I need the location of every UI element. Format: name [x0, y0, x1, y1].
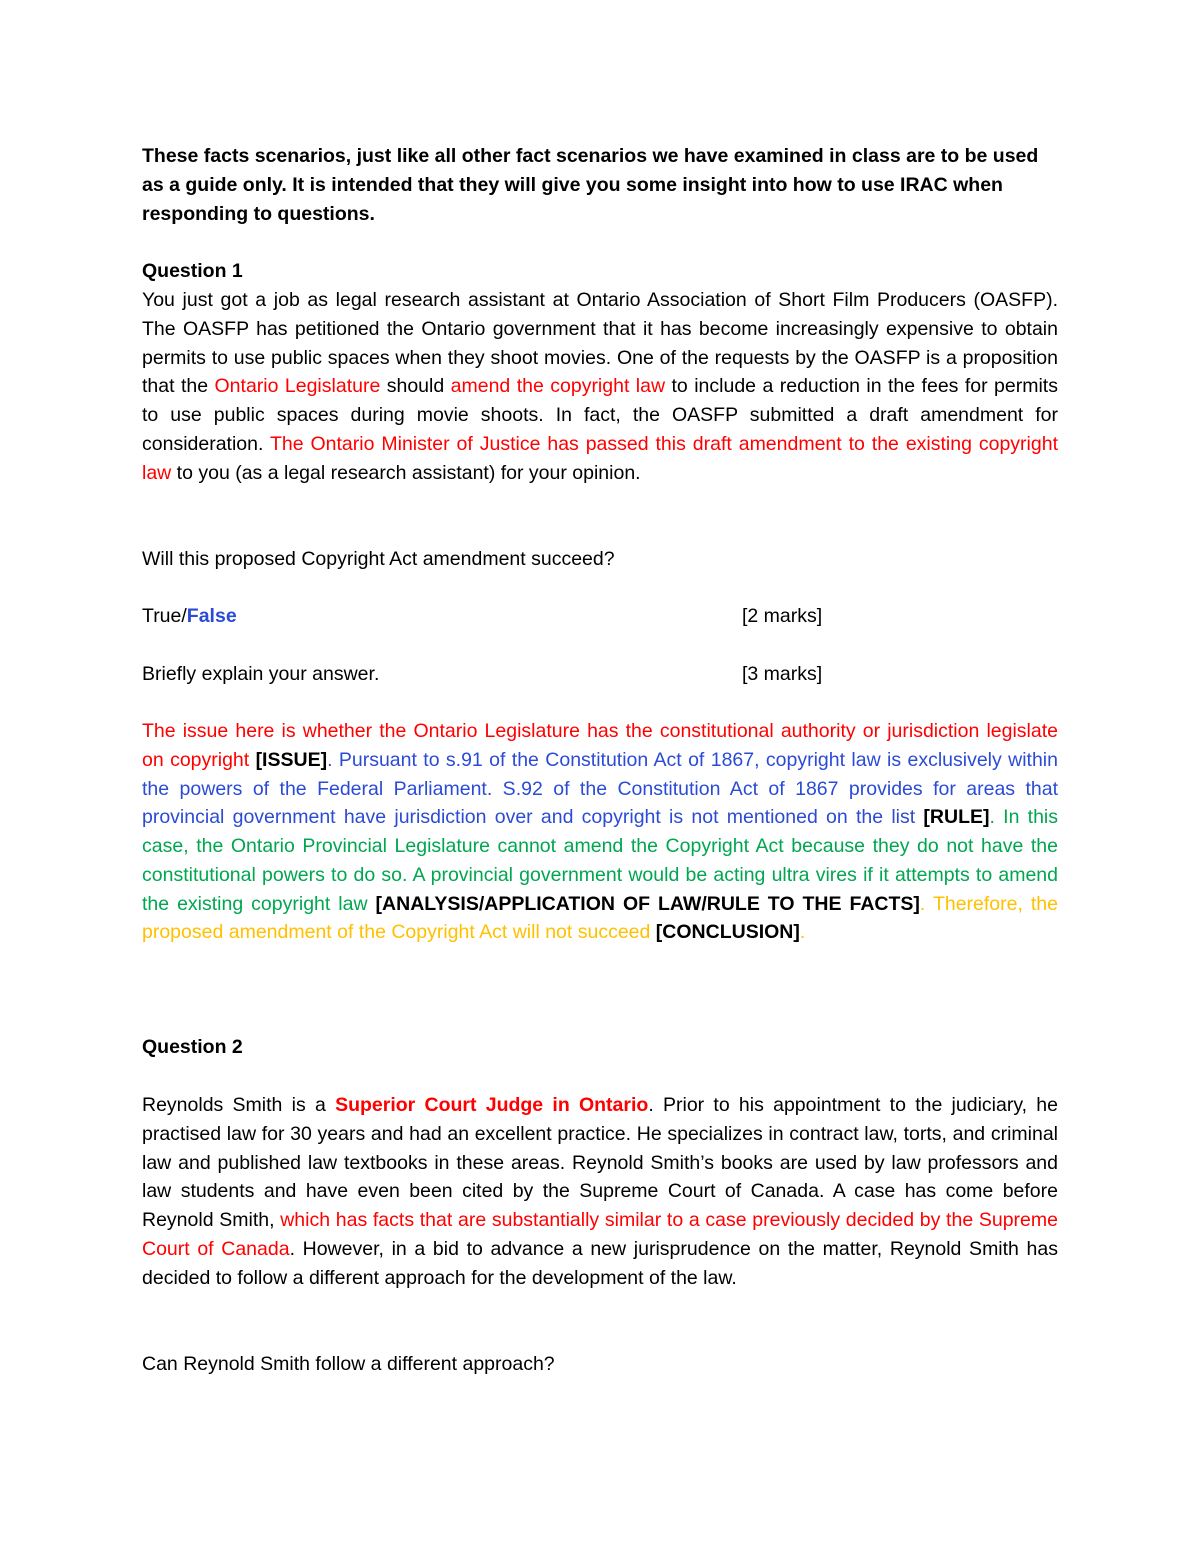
irac-conclusion: . Therefore, the proposed amendment of the Copyright Act will not succeed: [142, 892, 1058, 944]
issue-tag: [ISSUE]: [255, 748, 328, 771]
q1-highlight-legislature: Ontario Legislature: [214, 375, 381, 398]
q1-text-3: to include a reduction in the fees for permits to use public spaces during movie shoots. In fact, the OASFP submitted a draft amendment for consideration.: [142, 375, 1058, 455]
q1-highlight-minister: The Ontario Minister of Justice has passed this draft amendment to the existing copyright law: [142, 432, 1058, 484]
question-1-body: [142, 286, 1058, 487]
explain-row: [142, 660, 1058, 689]
true-label: True/: [142, 605, 187, 627]
q1-text-1: You just got a job as legal research assistant at Ontario Association of Short Film Producers (OASFP). The OASFP has petitioned the Ontario government that it has become increasingly expensive to obtain permits to use public spaces when they shoot movies. One of the requests by the OASFP is a proposition that the: [142, 289, 1058, 398]
question-2-body: [142, 1091, 1058, 1292]
irac-analysis: . In this case, the Ontario Provincial Legislature cannot amend the Copyright Act because they do not have the constitutional powers to do so. A provincial government would be acting ultra vires if it attempts to amend the existing copyright law: [142, 806, 1058, 915]
q1-text-2: should: [380, 375, 451, 398]
explain-marks: [3 marks]: [742, 663, 823, 685]
question-1-heading: Question 1: [142, 260, 243, 282]
conclusion-tag: [CONCLUSION]: [655, 921, 800, 944]
false-answer: False: [186, 605, 237, 627]
q2-text-3: . However, in a bid to advance a new jurisprudence on the matter, Reynold Smith has decided to follow a different approach for the development of the law.: [142, 1237, 1058, 1289]
irac-issue: The issue here is whether the Ontario Legislature has the constitutional authority or jurisdiction legislate on copyright: [142, 720, 1058, 771]
irac-answer-paragraph: [142, 717, 1058, 947]
conclusion-period: .: [799, 921, 806, 944]
q1-text-4: to you (as a legal research assistant) for your opinion.: [171, 461, 641, 484]
q1-highlight-amend: amend the copyright law: [450, 375, 666, 398]
explain-label: Briefly explain your answer.: [142, 663, 380, 685]
question-1-prompt: Will this proposed Copyright Act amendment succeed?: [142, 548, 615, 570]
true-false-row: [142, 602, 1058, 631]
true-false-marks: [2 marks]: [742, 605, 823, 627]
q2-text-2: . Prior to his appointment to the judiciary, he practised law for 30 years and had an excellent practice. He specializes in contract law, torts, and criminal law and published law textbooks in these areas. Reynold Smith’s books are used by law professors and law students and have even been cited by the Supreme Court of Canada. A case has come before Reynold Smith,: [142, 1094, 1058, 1231]
irac-rule: . Pursuant to s.91 of the Constitution Act of 1867, copyright law is exclusively within the powers of the Federal Parliament. S.92 of the Constitution Act of 1867 provides for areas that provincial government have jurisdiction over and copyright is not mentioned on the list: [142, 748, 1058, 829]
question-2-prompt: Can Reynold Smith follow a different approach?: [142, 1353, 555, 1375]
q2-highlight-facts: which has facts that are substantially similar to a case previously decided by the Supreme Court of Canada: [142, 1209, 1058, 1260]
rule-tag: [RULE]: [923, 806, 990, 829]
q2-text-1: Reynolds Smith is a: [142, 1094, 336, 1116]
intro-paragraph: These facts scenarios, just like all other fact scenarios we have examined in class are to be used as a guide only. It is intended that they will give you some insight into how to use IRAC when responding to questions.: [142, 145, 1039, 225]
analysis-tag: [ANALYSIS/APPLICATION OF LAW/RULE TO THE FACTS]: [375, 892, 920, 915]
question-2-heading: Question 2: [142, 1036, 243, 1058]
q2-highlight-judge: Superior Court Judge in Ontario: [335, 1094, 649, 1116]
